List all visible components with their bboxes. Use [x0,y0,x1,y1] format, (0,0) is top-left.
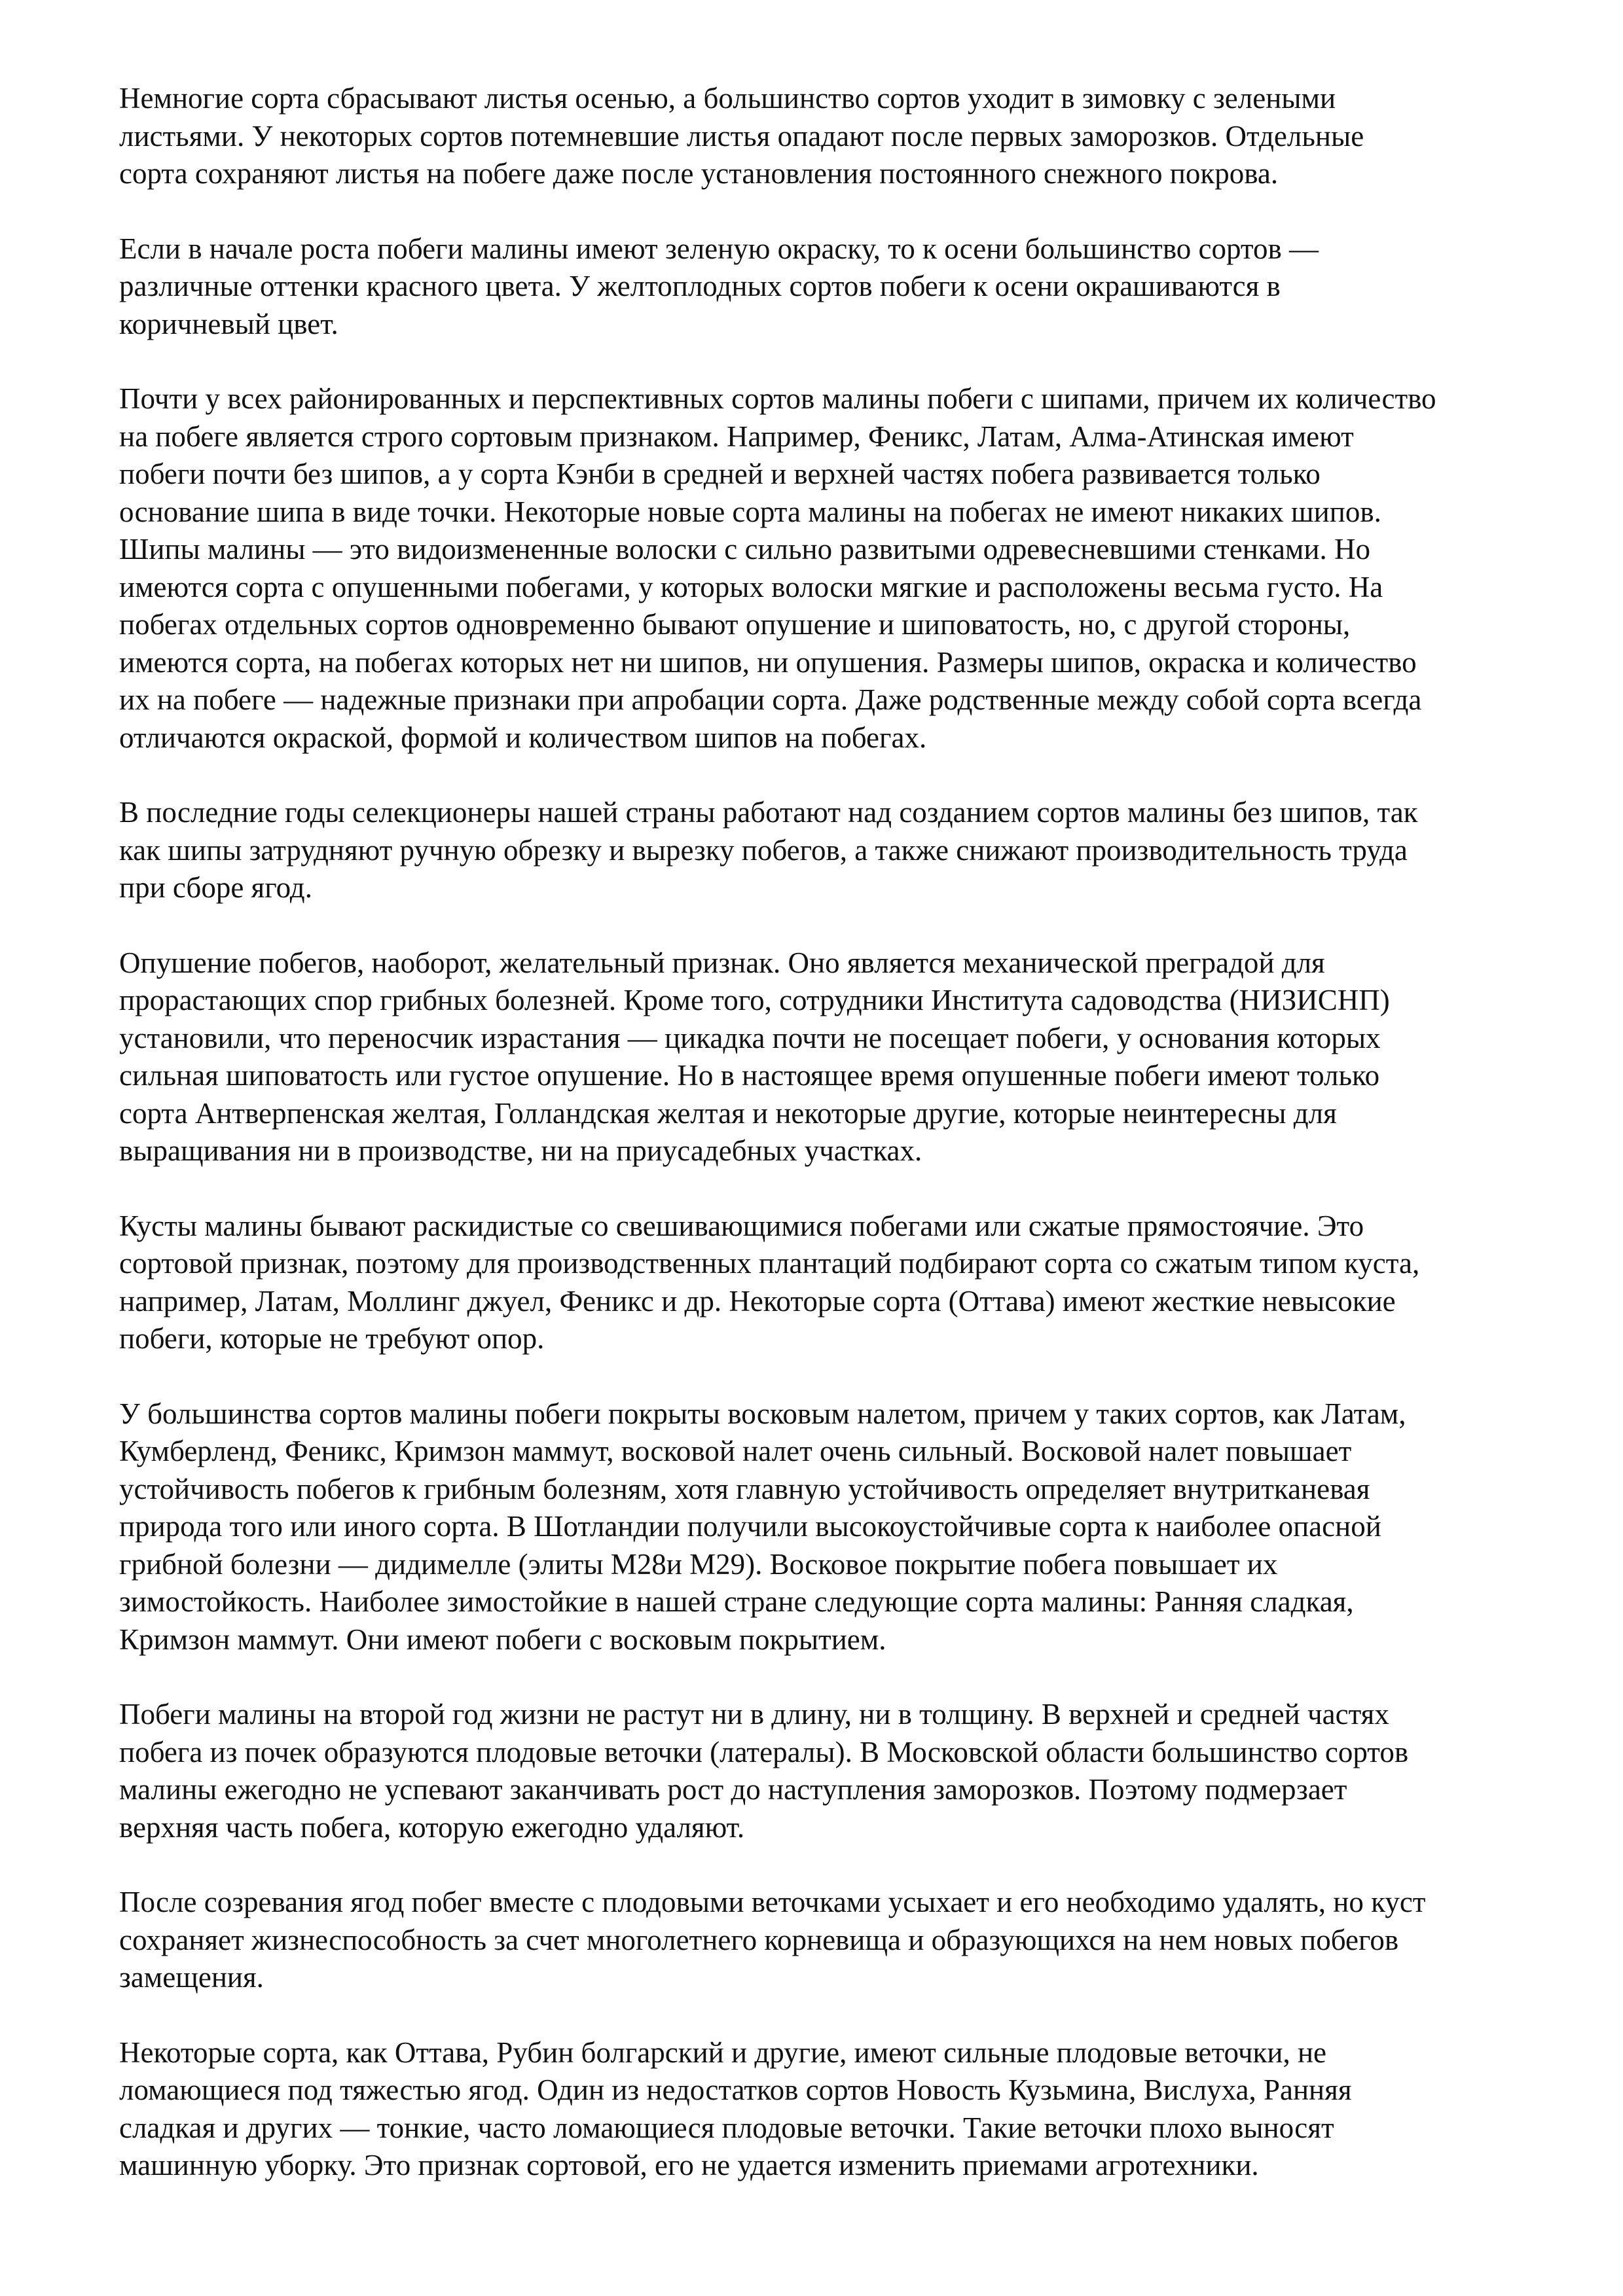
paragraph-3 [119,380,1559,757]
paragraph-7 [119,1395,1559,1659]
text-line: побега из почек образуются плодовые веточки (латералы). В Московской области большинство сортов [119,1735,1409,1768]
text-line: как шипы затрудняют ручную обрезку и вырезку побегов, а также снижают производительность труда [119,833,1408,867]
text-line: например, Латам, Моллинг джуел, Феникс и др. Некоторые сорта (Оттава) имеют жесткие невысокие [119,1284,1396,1318]
paragraph-10 [119,2034,1559,2185]
text-line: После созревания ягод побег вместе с плодовыми веточками усыхает и его необходимо удалять, но куст [119,1886,1426,1918]
text-line: сорта сохраняют листья на побеге даже после установления постоянного снежного покрова. [119,157,1279,190]
text-line: Некоторые сорта, как Оттава, Рубин болгарский и другие, имеют сильные плодовые веточки, не [119,2036,1327,2069]
text-line: сильная шиповатость или густое опушение. Но в настоящее время опушенные побеги имеют только [119,1059,1380,1092]
text-line: устойчивость побегов к грибным болезням, хотя главную устойчивость определяет внутритканевая [119,1472,1370,1505]
text-line: установили, что переносчик израстания — цикадка почти не посещает побеги, у основания которых [119,1021,1381,1054]
text-line: Кумберленд, Феникс, Кримзон маммут, восковой налет очень сильный. Восковой налет повышает [119,1435,1352,1467]
paragraph-9 [119,1884,1559,1997]
text-line: побеги почти без шипов, а у сорта Кэнби в средней и верхней частях побега развивается только [119,457,1321,490]
text-line: У большинства сортов малины побеги покрыты восковым налетом, причем у таких сортов, как Латам, [119,1397,1406,1430]
text-line: Кримзон маммут. Они имеют побеги с восковым покрытием. [119,1623,886,1656]
text-line: отличаются окраской, формой и количеством шипов на побегах. [119,721,927,754]
text-line: верхняя часть побега, которую ежегодно удаляют. [119,1810,745,1844]
text-line: выращивания ни в производстве, ни на приусадебных участках. [119,1134,922,1167]
paragraph-8 [119,1696,1559,1846]
text-line: прорастающих спор грибных болезней. Кроме того, сотрудники Института садоводства (НИЗИСНП) [119,984,1390,1016]
text-line: сорта Антверпенская желтая, Голландская желтая и некоторые другие, которые неинтересны для [119,1096,1337,1130]
text-line: листьями. У некоторых сортов потемневшие листья опадают после первых заморозков. Отдельные [119,119,1364,152]
text-line: ломающиеся под тяжестью ягод. Один из недостатков сортов Новость Кузьмина, Вислуха, Ранняя [119,2073,1352,2106]
text-line: Шипы малины — это видоизмененные волоски с сильно развитыми одревесневшими стенками. Но [119,533,1370,565]
text-line: сортовой признак, поэтому для производственных плантаций подбирают сорта со сжатым типом куста, [119,1247,1420,1280]
paragraph-5 [119,944,1559,1170]
text-line: Если в начале роста побеги малины имеют зеленую окраску, то к осени большинство сортов — [119,232,1319,265]
text-line: основание шипа в виде точки. Некоторые новые сорта малины на побегах не имеют никаких шипов. [119,495,1381,528]
text-line: побегах отдельных сортов одновременно бывают опушение и шиповатость, но, с другой стороны, [119,608,1351,641]
text-line: замещения. [119,1961,264,1994]
text-line: сохраняет жизнеспособность за счет многолетнего корневища и образующихся на нем новых побегов [119,1923,1399,1956]
paragraph-4 [119,794,1559,907]
text-line: машинную уборку. Это признак сортовой, его не удается изменить приемами агротехники. [119,2149,1259,2181]
text-line: Немногие сорта сбрасывают листья осенью, а большинство сортов уходит в зимовку с зелеными [119,82,1336,115]
text-line: Опушение побегов, наоборот, желательный признак. Оно является механической преградой для [119,946,1325,979]
text-line: имеются сорта с опушенными побегами, у которых волоски мягкие и расположены весьма густо. На [119,570,1383,603]
text-line: В последние годы селекционеры нашей страны работают над созданием сортов малины без шипов, так [119,796,1418,829]
text-line: при сборе ягод. [119,871,312,904]
text-line: малины ежегодно не успевают заканчивать рост до наступления заморозков. Поэтому подмерзает [119,1773,1347,1806]
text-line: Кусты малины бывают раскидистые со свешивающимися побегами или сжатые прямостоячие. Это [119,1209,1364,1242]
text-line: различные оттенки красного цвета. У желтоплодных сортов побеги к осени окрашиваются в [119,270,1281,302]
text-line: имеются сорта, на побегах которых нет ни шипов, ни опушения. Размеры шипов, окраска и количество [119,645,1417,679]
text-line: грибной болезни — дидимелле (элиты М28и М29). Восковое покрытие побега повышает их [119,1547,1278,1581]
paragraph-6 [119,1208,1559,1358]
text-line: зимостойкость. Наиболее зимостойкие в нашей стране следующие сорта малины: Ранняя сладкая, [119,1585,1354,1618]
text-line: Побеги малины на второй год жизни не растут ни в длину, ни в толщину. В верхней и средней частях [119,1698,1389,1731]
paragraph-1 [119,80,1559,193]
text-line: побеги, которые не требуют опор. [119,1322,545,1355]
text-line: Почти у всех районированных и перспективных сортов малины побеги с шипами, причем их количество [119,382,1436,415]
paragraph-2 [119,230,1559,344]
text-line: природа того или иного сорта. В Шотландии получили высокоустойчивые сорта к наиболее опасной [119,1510,1381,1543]
text-line: на побеге является строго сортовым признаком. Например, Феникс, Латам, Алма-Атинская имеют [119,420,1354,453]
document-page [119,80,1559,2222]
text-line: их на побеге — надежные признаки при апробации сорта. Даже родственные между собой сорта всегда [119,683,1422,716]
text-line: сладкая и других — тонкие, часто ломающиеся плодовые веточки. Такие веточки плохо выносят [119,2111,1334,2144]
text-line: коричневый цвет. [119,307,338,340]
